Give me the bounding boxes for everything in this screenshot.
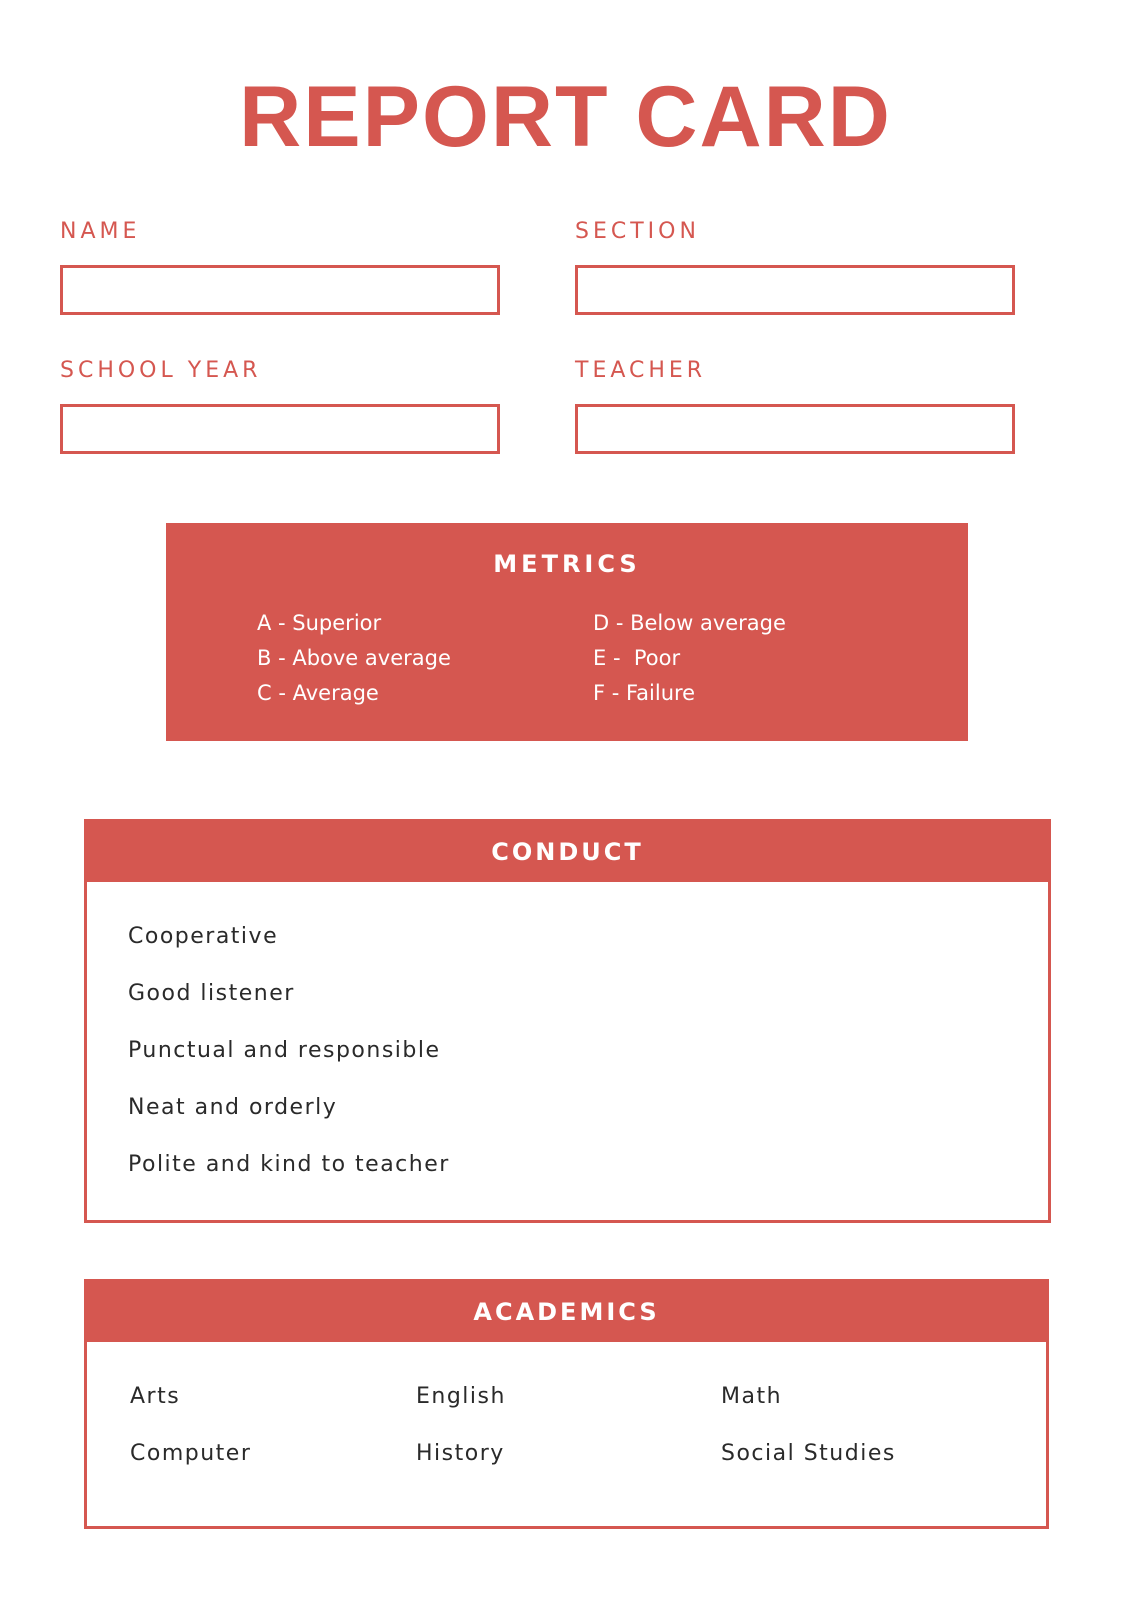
- conduct-panel: [84, 819, 1051, 1223]
- conduct-item: Neat and orderly: [128, 1095, 338, 1120]
- metrics-panel: [166, 523, 968, 741]
- school-year-field[interactable]: [60, 404, 500, 454]
- conduct-item: Punctual and responsible: [128, 1038, 441, 1063]
- conduct-item: Polite and kind to teacher: [128, 1152, 450, 1177]
- metrics-title: METRICS: [493, 550, 641, 578]
- academics-subject: Social Studies: [721, 1441, 896, 1466]
- academics-subject: English: [416, 1384, 506, 1409]
- teacher-label: TEACHER: [575, 358, 707, 383]
- section-label: SECTION: [575, 219, 700, 244]
- metric-item: F - Failure: [593, 681, 696, 705]
- name-field[interactable]: [60, 265, 500, 315]
- academics-subject: Math: [721, 1384, 783, 1409]
- conduct-item: Cooperative: [128, 924, 279, 949]
- academics-header: ACADEMICS: [87, 1282, 1046, 1342]
- conduct-header: CONDUCT: [87, 822, 1048, 882]
- teacher-field[interactable]: [575, 404, 1015, 454]
- metric-item: D - Below average: [593, 611, 786, 635]
- academics-subject: Computer: [130, 1441, 252, 1466]
- page-title: REPORT CARD: [239, 69, 892, 165]
- metric-item: B - Above average: [257, 646, 451, 670]
- metric-item: A - Superior: [257, 611, 382, 635]
- academics-subject: Arts: [130, 1384, 181, 1409]
- academics-panel: [84, 1279, 1049, 1529]
- metric-item: E - Poor: [593, 646, 681, 670]
- school-year-label: SCHOOL YEAR: [60, 358, 262, 383]
- metric-item: C - Average: [257, 681, 379, 705]
- name-label: NAME: [60, 219, 141, 244]
- academics-subject: History: [416, 1441, 505, 1466]
- section-field[interactable]: [575, 265, 1015, 315]
- conduct-item: Good listener: [128, 981, 295, 1006]
